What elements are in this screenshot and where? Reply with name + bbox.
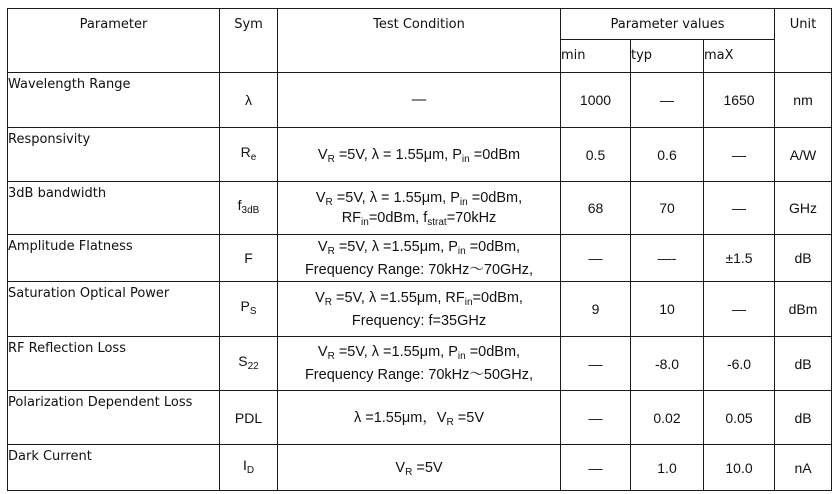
row-symbol-main: S [238,352,248,369]
row-symbol-main: f [237,197,242,213]
table-row [8,235,832,282]
table-row [8,128,832,182]
row-parameter: Responsivity [8,128,220,182]
table-row [8,337,832,391]
row-parameter: 3dB bandwidth [8,182,220,235]
table-row [8,391,832,445]
row-typ: 10 [631,282,704,337]
row-unit: nm [775,73,832,128]
table-row [8,73,832,128]
row-test-condition [278,445,561,491]
row-max: — [704,128,775,182]
row-symbol-main: P [240,298,250,314]
row-symbol-sub: 22 [247,360,259,372]
row-min: — [561,337,631,391]
row-symbol [220,182,278,235]
row-max: 10.0 [704,445,775,491]
row-symbol [220,282,278,337]
row-symbol [220,391,278,445]
condition-line-1: $V_R =5V$, λ = 1.55μm, $P_{in} =0dBm$, [315,190,523,208]
row-max: 0.05 [704,391,775,445]
row-typ: 1.0 [631,445,704,491]
row-test-condition [278,235,561,282]
row-min: 1000 [561,73,631,128]
header-min: min [561,40,631,73]
condition-line-2: $RF_{in}=0dBm$, $f_{strat}=70kHz$ [341,210,497,228]
row-symbol [220,128,278,182]
header-parameter: Parameter [8,9,220,73]
header-max: maX [704,40,775,73]
row-symbol-main: λ [245,92,252,108]
row-max: -6.0 [704,337,775,391]
row-symbol-main: PDL [234,409,263,426]
row-unit: dB [775,235,832,282]
row-min: — [561,235,631,282]
header-sym: Sym [220,9,278,73]
row-max: — [704,282,775,337]
row-symbol [220,73,278,128]
row-symbol [220,337,278,391]
row-symbol-main: I [242,456,247,473]
row-typ: — [631,73,704,128]
header-parameter-values: Parameter values [561,9,775,40]
row-unit: nA [775,445,832,491]
condition-line-2: Frequency: f=35GHz [351,312,487,329]
row-symbol-main: R [240,143,251,160]
row-parameter: Amplitude Flatness [8,235,220,282]
row-min: 68 [561,182,631,235]
condition-line-1: $V_R =5V$, λ =1.55μm, $P_{in} =0dBm$, [317,344,521,362]
table-row [8,182,832,235]
row-unit: dB [775,391,832,445]
header-typ: typ [631,40,704,73]
row-unit: A/W [775,128,832,182]
condition-line-1: $V_R =5V$ [395,459,443,478]
row-parameter: RF Reflection Loss [8,337,220,391]
row-symbol [220,235,278,282]
row-test-condition [278,282,561,337]
row-symbol-sub: 3dB [241,205,260,216]
row-typ: 0.02 [631,391,704,445]
table-row [8,445,832,491]
row-min: — [561,445,631,491]
condition-line-1: $V_R =5V$, λ = 1.55μm, $P_{in} =0dBm$ [317,146,521,165]
row-min: — [561,391,631,445]
row-min: 0.5 [561,128,631,182]
row-test-condition [278,337,561,391]
condition-line-2: Frequency Range: 70kHz～70GHz, [304,261,534,278]
row-typ: —- [631,235,704,282]
row-test-condition [278,128,561,182]
row-test-condition [278,73,561,128]
row-unit: dB [775,337,832,391]
row-symbol [220,445,278,491]
row-symbol-sub: e [250,151,257,163]
header-unit: Unit [775,9,832,73]
row-unit: GHz [775,182,832,235]
table-row [8,282,832,337]
row-parameter: Polarization Dependent Loss [8,391,220,445]
condition-line-1: $V_R =5V$, λ =1.55μm, $P_{in} =0dBm$, [317,238,521,257]
header-test-condition: Test Condition [278,9,561,73]
row-max: ±1.5 [704,235,775,282]
row-test-condition [278,391,561,445]
condition-line-1: $V_R =5V$, λ =1.55μm, $RF_{in}=0dBm$, [315,289,523,308]
row-parameter: Wavelength Range [8,73,220,128]
condition-line-2: Frequency Range: 70kHz～50GHz, [304,367,534,383]
row-typ: -8.0 [631,337,704,391]
row-symbol-main: F [244,250,253,266]
spec-table [7,8,832,491]
row-typ: 70 [631,182,704,235]
condition-line-1: λ =1.55μm，$V_R =5V$ [353,409,485,428]
row-typ: 0.6 [631,128,704,182]
row-symbol-sub: D [246,464,255,476]
row-max: 1650 [704,73,775,128]
row-max: — [704,182,775,235]
row-min: 9 [561,282,631,337]
row-test-condition [278,182,561,235]
row-symbol-sub: S [249,306,257,317]
row-unit: dBm [775,282,832,337]
row-parameter: Saturation Optical Power [8,282,220,337]
row-parameter: Dark Current [8,445,220,491]
condition-line-1: — [411,92,427,108]
